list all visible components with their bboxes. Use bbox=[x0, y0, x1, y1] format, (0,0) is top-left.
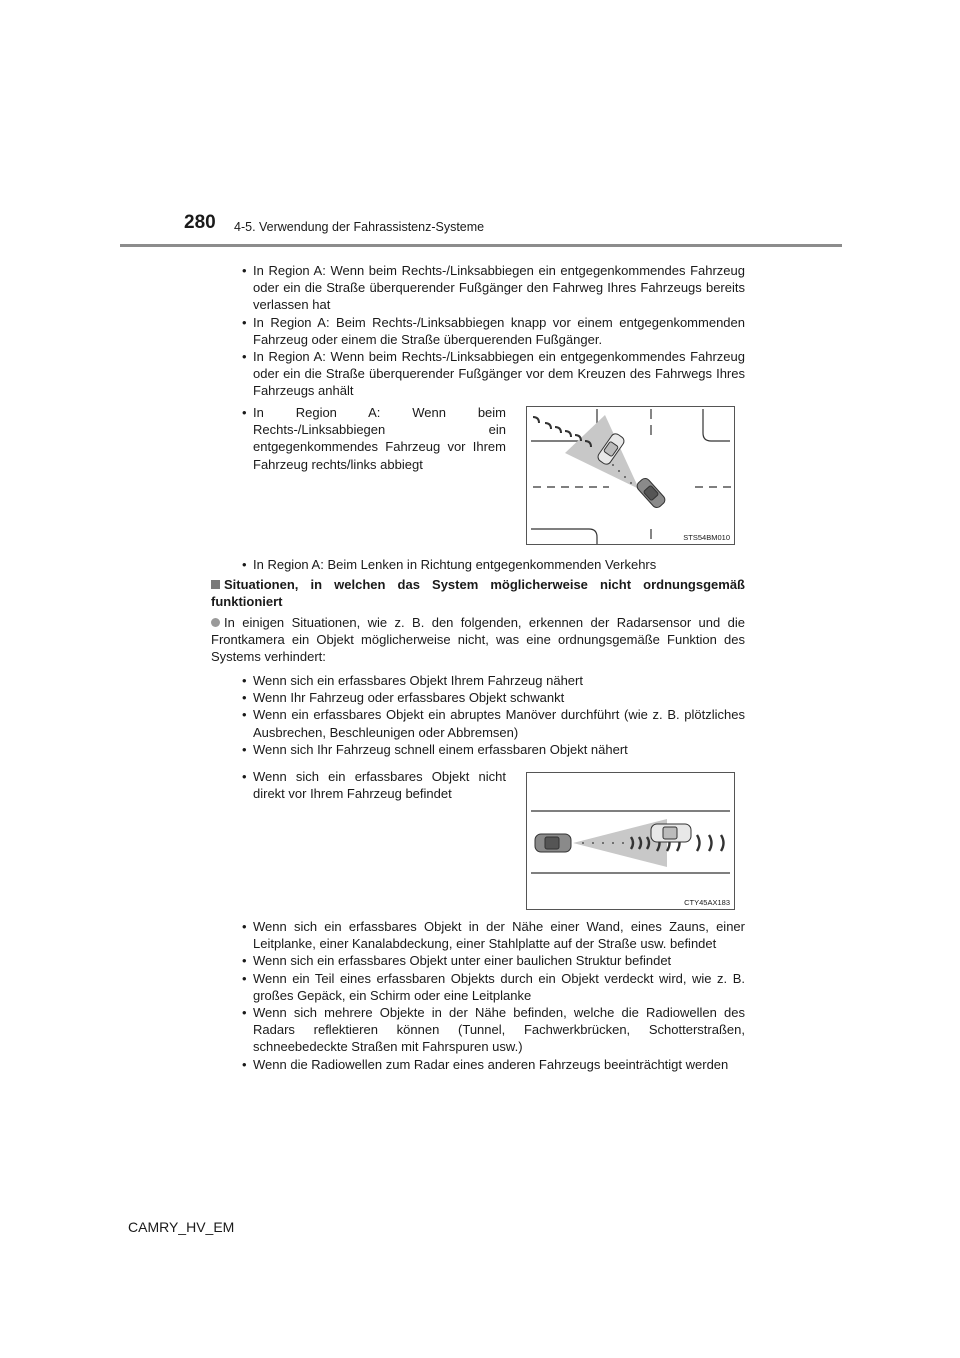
list-item: • Wenn ein Teil eines erfassbaren Objekts durch ein Objekt verdeckt wird, wie z. B. großes Gepäck, ein Schirm oder eine Leitplanke bbox=[242, 970, 745, 1004]
bullet-list-steering bbox=[242, 556, 745, 573]
list-item: • Wenn sich ein erfassbares Objekt Ihrem Fahrzeug nähert bbox=[242, 672, 745, 689]
figure-code: STS54BM010 bbox=[683, 533, 730, 542]
list-item: • Wenn sich mehrere Objekte in der Nähe befinden, welche die Radiowellen des Radars reflektieren können (Tunnel, Fachwerkbrücken, Schotterstraßen, schneebedeckte Straßen mit Fahrspuren usw.) bbox=[242, 1004, 745, 1056]
bullet-list-environment-situations bbox=[242, 918, 745, 1073]
list-item: • Wenn ein erfassbares Objekt ein abruptes Manöver durchführt (wie z. B. plötzliches Ausbrechen, Beschleunigen oder Abbremsen) bbox=[242, 706, 745, 740]
list-item: • In Region A: Wenn beim Rechts-/Linksabbiegen ein entgegenkommendes Fahrzeug vor Ihrem Fahrzeug rechts/links abbiegt bbox=[242, 404, 506, 473]
intersection-illustration bbox=[526, 406, 735, 545]
list-item: • In Region A: Wenn beim Rechts-/Linksabbiegen ein entgegenkommendes Fahrzeug oder ein die Straße überquerender Fußgänger vor dem Kreuzen des Fahrwegs Ihres Fahrzeugs anhält bbox=[242, 348, 745, 400]
list-item: • Wenn sich Ihr Fahrzeug schnell einem erfassbaren Objekt nähert bbox=[242, 741, 745, 758]
list-item: • Wenn sich ein erfassbares Objekt in der Nähe einer Wand, eines Zauns, einer Leitplanke, einer Kanalabdeckung, einer Stahlplatte auf der Straße usw. befindet bbox=[242, 918, 745, 952]
footer-model-code: CAMRY_HV_EM bbox=[128, 1219, 235, 1235]
section-heading: Situationen, in welchen das System möglicherweise nicht ordnungsgemäß funktioniert bbox=[211, 577, 745, 610]
list-item: • In Region A: Beim Rechts-/Linksabbiegen knapp vor einem entgegenkommenden Fahrzeug oder einem die Straße überquerenden Fußgänger. bbox=[242, 314, 745, 348]
bullet-list-turning-vehicle bbox=[242, 404, 506, 473]
list-item: • In Region A: Wenn beim Rechts-/Linksabbiegen ein entgegenkommendes Fahrzeug oder ein die Straße überquerender Fußgänger den Fahrweg Ihres Fahrzeugs bereits verlassen hat bbox=[242, 262, 745, 314]
circle-bullet-icon bbox=[211, 618, 220, 627]
square-bullet-icon bbox=[211, 580, 220, 589]
figure-code: CTY45AX183 bbox=[684, 898, 730, 907]
own-vehicle-icon bbox=[535, 834, 571, 852]
section-title: 4-5. Verwendung der Fahrassistenz-Systeme bbox=[234, 220, 485, 234]
page-number: 280 bbox=[184, 212, 216, 233]
bullet-list-offset-object bbox=[242, 768, 506, 802]
list-item: • Wenn die Radiowellen zum Radar eines anderen Fahrzeugs beeinträchtigt werden bbox=[242, 1056, 745, 1073]
list-item: • Wenn Ihr Fahrzeug oder erfassbares Objekt schwankt bbox=[242, 689, 745, 706]
list-item: • Wenn sich ein erfassbares Objekt nicht direkt vor Ihrem Fahrzeug befindet bbox=[242, 768, 506, 802]
intersection-diagram bbox=[527, 407, 734, 544]
lane-offset-illustration bbox=[526, 772, 735, 910]
target-vehicle-icon bbox=[651, 824, 691, 842]
list-item: • Wenn sich ein erfassbares Objekt unter einer baulichen Struktur befindet bbox=[242, 952, 745, 969]
header-divider bbox=[120, 244, 842, 247]
intro-paragraph: In einigen Situationen, wie z. B. den folgenden, erkennen der Radarsensor und die Frontkamera ein Objekt möglicherweise nicht, was eine ordnungsgemäße Funktion des Systems verhindert: bbox=[211, 615, 745, 665]
lane-diagram bbox=[527, 773, 734, 909]
bullet-list-detection-situations bbox=[242, 672, 745, 758]
list-item: • In Region A: Beim Lenken in Richtung entgegenkommenden Verkehrs bbox=[242, 556, 745, 573]
bullet-list-region-a bbox=[242, 262, 745, 400]
